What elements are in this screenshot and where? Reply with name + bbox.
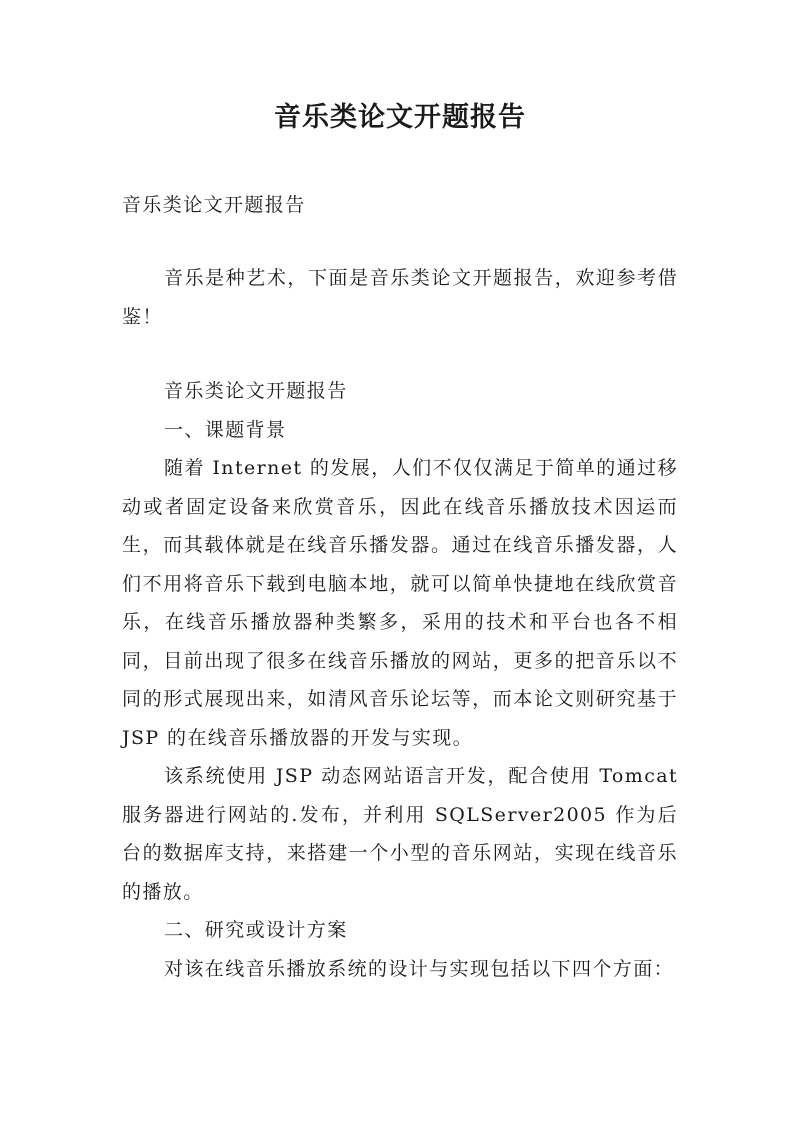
document-subtitle: 音乐类论文开题报告 <box>122 194 306 216</box>
section-heading-repeat: 音乐类论文开题报告 <box>164 380 348 402</box>
intro-paragraph: 音乐是种艺术，下面是音乐类论文开题报告，欢迎参考借鉴！ <box>122 267 678 328</box>
body-paragraph: 对该在线音乐播放系统的设计与实现包括以下四个方面： <box>164 957 675 980</box>
body-paragraph: 该系统使用 JSP 动态网站语言开发，配合使用 Tomcat 服务器进行网站的.发布，并利用 SQLServer2005 作为后台的数据库支持，来搭建一个小型的音乐网站，实现在线音乐的播放。 <box>122 765 678 903</box>
section-heading-background: 一、课题背景 <box>164 418 287 441</box>
document-body <box>122 372 678 988</box>
body-paragraph: 随着 Internet 的发展，人们不仅仅满足于简单的通过移动或者固定设备来欣赏音乐，因此在线音乐播放技术因运而生，而其载体就是在线音乐播发器。通过在线音乐播发器，人们不用将音乐下载到电脑本地，就可以简单快捷地在线欣赏音乐，在线音乐播放器种类繁多，采用的技术和平台也各不相同，目前出现了很多在线音乐播放的网站，更多的把音乐以不同的形式展现出来，如清风音乐论坛等，而本论文则研究基于 JSP 的在线音乐播放器的开发与实现。 <box>122 457 678 749</box>
document-title: 音乐类论文开题报告 <box>274 102 526 133</box>
section-heading-design: 二、研究或设计方案 <box>164 919 348 941</box>
